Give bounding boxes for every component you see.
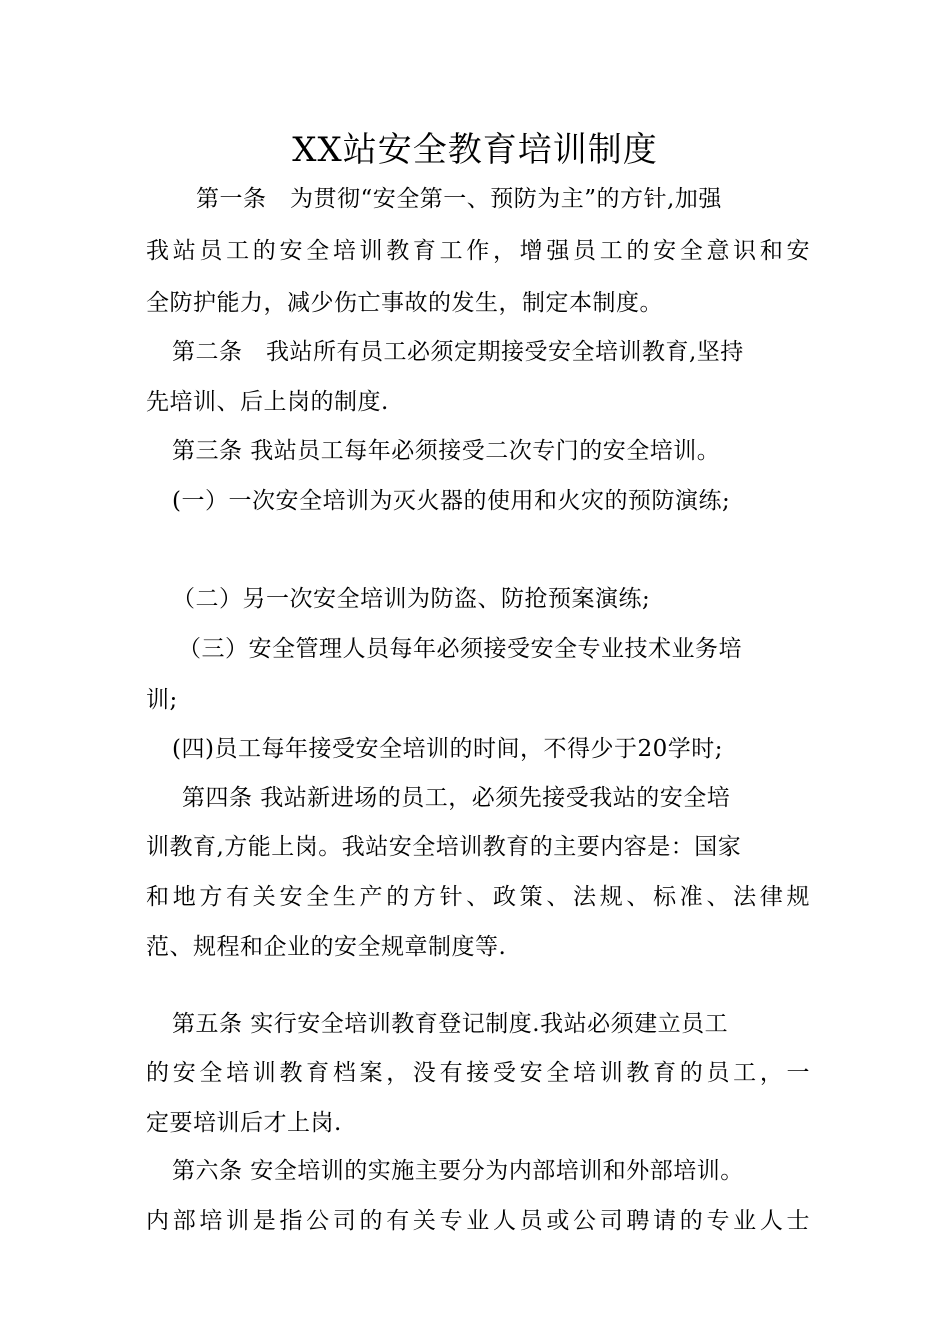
article-1-line-2: 我站员工的安全培训教育工作，增强员工的安全意识和安 <box>146 238 810 264</box>
article-3-item-4: (四)员工每年接受安全培训的时间，不得少于20学时; <box>172 736 723 762</box>
article-3-item-1: (一）一次安全培训为灭火器的使用和火灾的预防演练; <box>172 488 731 514</box>
article-3-item-2: （二）另一次安全培训为防盗、防抢预案演练; <box>172 586 651 612</box>
article-1-line-3: 全防护能力，减少伤亡事故的发生，制定本制度。 <box>146 290 663 316</box>
article-4-line-2: 训教育,方能上岗。我站安全培训教育的主要内容是：国家 <box>146 834 742 860</box>
article-3-line-1: 第三条 我站员工每年必须接受二次专门的安全培训。 <box>172 438 721 464</box>
article-5-line-3: 定要培训后才上岗. <box>146 1110 342 1136</box>
article-4-line-1: 第四条 我站新进场的员工，必须先接受我站的安全培 <box>182 785 731 811</box>
article-4-line-4: 范、规程和企业的安全规章制度等. <box>146 934 507 960</box>
document-title: XX站安全教育培训制度 <box>292 130 658 170</box>
article-6-line-2: 内部培训是指公司的有关专业人员或公司聘请的专业人士 <box>146 1208 810 1234</box>
article-3-item-3-line-1: （三）安全管理人员每年必须接受安全专业技术业务培 <box>178 636 742 662</box>
article-2-line-2: 先培训、后上岗的制度. <box>146 389 389 415</box>
article-3-item-3-line-2: 训; <box>146 687 178 713</box>
article-6-line-1: 第六条 安全培训的实施主要分为内部培训和外部培训。 <box>172 1158 744 1184</box>
article-1-line-1: 第一条 为贯彻“安全第一、预防为主”的方针,加强 <box>196 186 722 212</box>
article-5-line-2: 的安全培训教育档案，没有接受安全培训教育的员工，一 <box>146 1060 810 1086</box>
article-2-line-1: 第二条 我站所有员工必须定期接受安全培训教育,坚持 <box>172 339 744 365</box>
article-4-line-3: 和地方有关安全生产的方针、政策、法规、标准、法律规 <box>146 884 810 910</box>
article-5-line-1: 第五条 实行安全培训教育登记制度.我站必须建立员工 <box>172 1011 729 1037</box>
